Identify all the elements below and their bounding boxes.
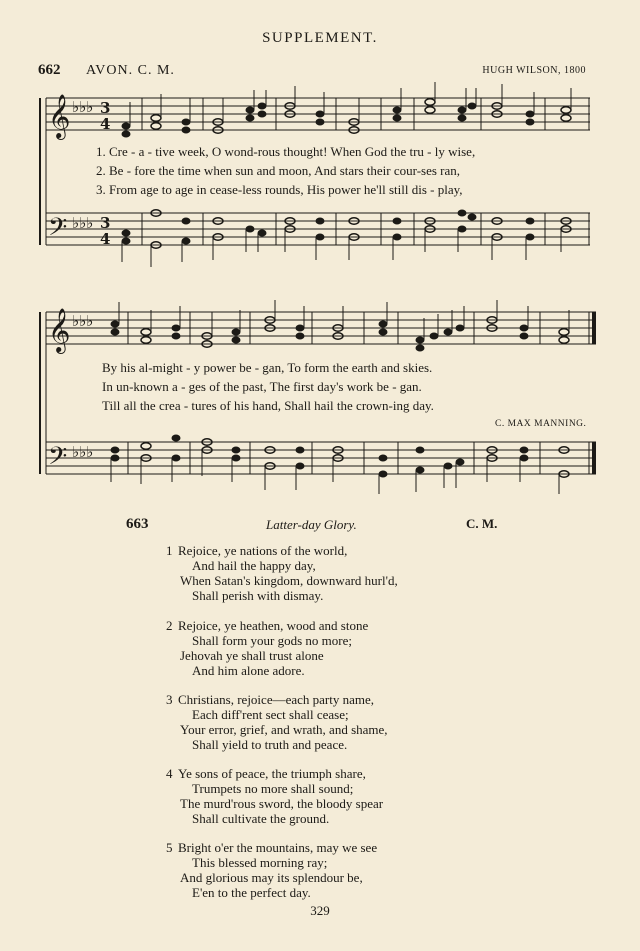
time-signature: 3: [100, 99, 111, 117]
svg-text:4: 4: [100, 230, 111, 248]
stanza-line: And him alone adore.: [192, 663, 305, 678]
page-number: 329: [310, 903, 330, 918]
stanza-number: 5: [166, 840, 173, 855]
lyric-line: 1. Cre - a - tive week, O wond-rous thought! When God the tru - ly wise,: [96, 144, 476, 159]
stanza-line: Shall perish with dismay.: [192, 588, 324, 603]
stanza-line: Christians, rejoice—each party name,: [178, 692, 375, 707]
stanza-number: 4: [166, 766, 173, 781]
stanza-3: [166, 692, 466, 752]
stanza-line: The murd'rous sword, the bloody spear: [180, 796, 384, 811]
key-signature-flats: ♭♭♭: [72, 98, 94, 116]
svg-text:3: 3: [100, 214, 111, 232]
stanza-1: [166, 543, 466, 603]
stanza-line: Rejoice, ye nations of the world,: [178, 543, 348, 558]
stanza-line: This blessed morning ray;: [192, 855, 328, 870]
key-signature-flats: ♭♭♭: [72, 312, 94, 330]
stanza-line: Jehovah ye shall trust alone: [180, 648, 324, 663]
stanza-line: Ye sons of peace, the triumph share,: [178, 766, 366, 781]
stanza-line: Shall yield to truth and peace.: [192, 737, 348, 752]
hymn-number-663: 663: [126, 516, 149, 532]
stanza-number: 3: [166, 692, 173, 707]
stanza-number: 1: [166, 543, 173, 558]
stanza-5: [166, 840, 466, 900]
hymn-meter: C. M.: [466, 516, 498, 531]
stanza-line: And hail the happy day,: [192, 558, 316, 573]
stanza-line: Shall form your gods no more;: [192, 633, 352, 648]
tune-name: AVON. C. M.: [86, 63, 175, 78]
stanza-line: Trumpets no more shall sound;: [192, 781, 354, 796]
stanza-line: And glorious may its splendour be,: [180, 870, 363, 885]
lyric-line: In un-known a - ges of the past, The first day's work be - gan.: [102, 379, 422, 394]
svg-text:♭♭♭: ♭♭♭: [72, 214, 94, 232]
svg-text:4: 4: [100, 115, 111, 133]
arranger-credit: C. MAX MANNING.: [495, 419, 587, 429]
treble-clef-icon: 𝄞: [48, 308, 71, 352]
lyric-line: 2. Be - fore the time when sun and moon, And stars their cour-ses ran,: [96, 163, 461, 178]
stanza-line: When Satan's kingdom, downward hurl'd,: [180, 573, 398, 588]
notes-system-2: [111, 317, 569, 477]
stanza-line: Your error, grief, and wrath, and shame,: [180, 722, 388, 737]
stanza-line: Shall cultivate the ground.: [192, 811, 330, 826]
stanza-line: E'en to the perfect day.: [192, 885, 311, 900]
tune-hymn-header: [38, 62, 598, 82]
stanza-2: [166, 618, 466, 678]
bass-clef-icon: 𝄢: [48, 213, 68, 248]
text-hymn-header: [126, 516, 506, 536]
hymn-title: Latter-day Glory.: [266, 517, 357, 532]
svg-text:♭♭♭: ♭♭♭: [72, 443, 94, 461]
stanza-line: Rejoice, ye heathen, wood and stone: [178, 618, 369, 633]
stanza-4: [166, 766, 466, 826]
composer-credit: HUGH WILSON, 1800: [482, 65, 586, 76]
lyric-line: By his al-might - y power be - gan, To form the earth and skies.: [102, 360, 433, 375]
stanza-line: Each diff'rent sect shall cease;: [192, 707, 349, 722]
lyric-line: 3. From age to age in cease-less rounds, His power he'll still dis - play,: [96, 182, 463, 197]
stanza-number: 2: [166, 618, 173, 633]
stanza-line: Bright o'er the mountains, may we see: [178, 840, 378, 855]
bass-clef-icon: 𝄢: [48, 442, 68, 477]
lyric-line: Till all the crea - tures of his hand, Shall hail the crown-ing day.: [102, 398, 434, 413]
treble-clef-icon: 𝄞: [48, 94, 71, 138]
hymn-number-662: 662: [38, 62, 61, 78]
running-head: SUPPLEMENT.: [262, 30, 378, 46]
